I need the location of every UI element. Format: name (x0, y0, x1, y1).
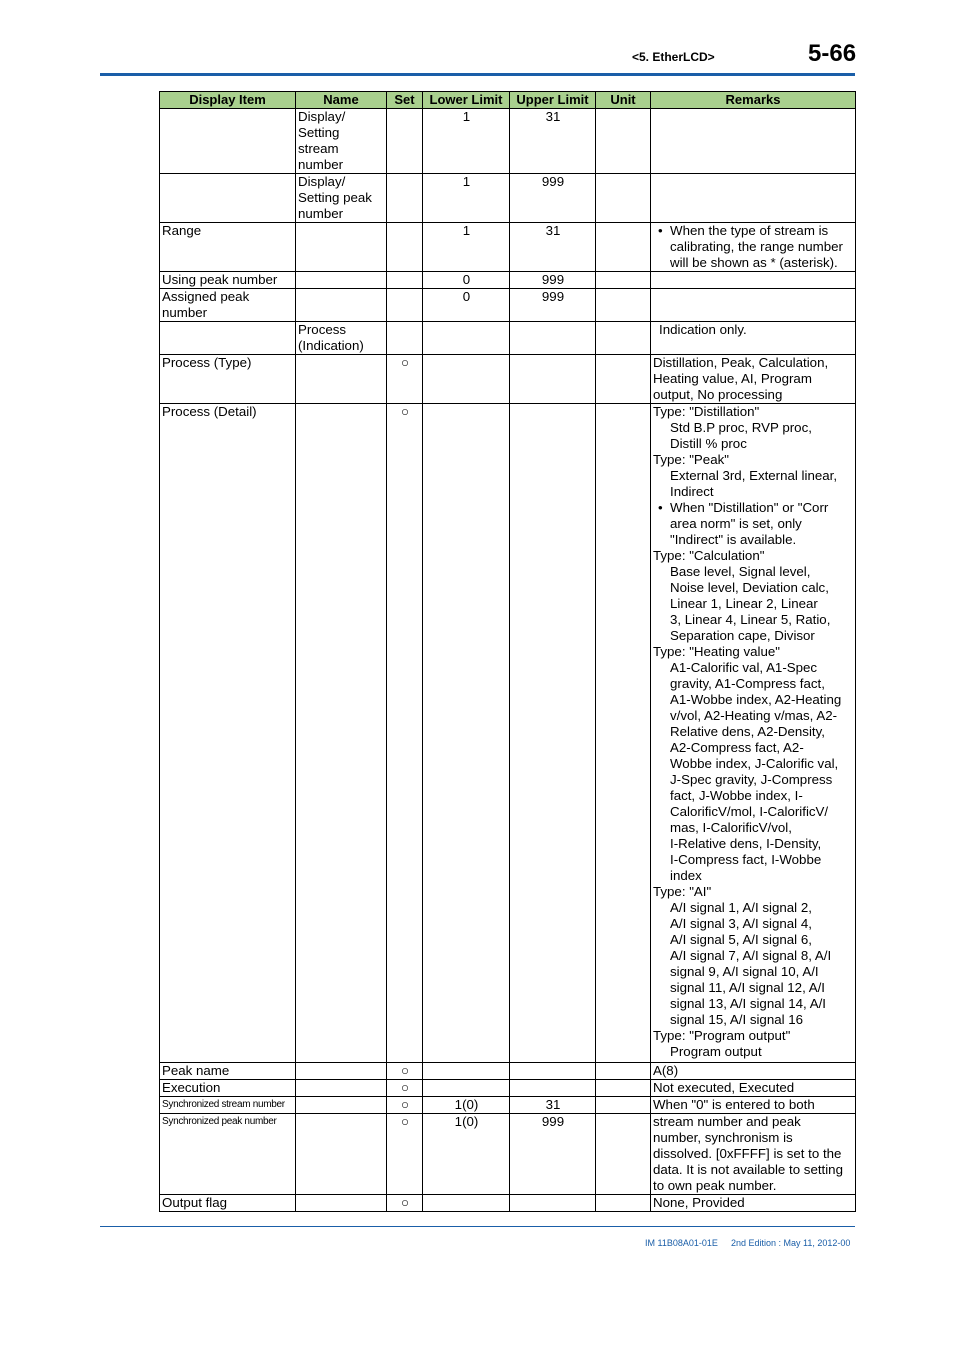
display-item-cell: Assigned peak number (160, 289, 296, 322)
name-cell (296, 1063, 387, 1080)
display-item-cell: Peak name (160, 1063, 296, 1080)
lower-limit-cell (423, 1080, 510, 1097)
unit-cell (596, 109, 651, 174)
display-item-cell (160, 174, 296, 223)
set-cell: ○ (387, 1063, 423, 1080)
lower-limit-cell: 1 (423, 174, 510, 223)
upper-limit-cell: 999 (510, 1114, 596, 1195)
table-row (160, 1080, 856, 1097)
table-row (160, 322, 856, 355)
remark-line: Not executed, Executed (653, 1080, 795, 1095)
name-cell (296, 223, 387, 272)
lower-limit-cell (423, 1063, 510, 1080)
lower-limit-cell (423, 322, 510, 355)
lower-limit-cell: 0 (423, 272, 510, 289)
remarks-cell (651, 289, 856, 322)
name-cell (296, 1080, 387, 1097)
column-header-display-item: Display Item (160, 92, 296, 109)
unit-cell (596, 322, 651, 355)
set-cell (387, 223, 423, 272)
table-body (160, 109, 856, 1212)
column-header-upper-limit: Upper Limit (510, 92, 596, 109)
table-row (160, 109, 856, 174)
remark-line: Type: "AI" (653, 884, 712, 899)
remark-line: Type: "Program output" (653, 1028, 791, 1043)
column-header-lower-limit: Lower Limit (423, 92, 510, 109)
name-cell: Display/ Setting peak number (296, 174, 387, 223)
remarks-cell (651, 272, 856, 289)
table-row (160, 272, 856, 289)
set-cell: ○ (387, 404, 423, 1063)
unit-cell (596, 1080, 651, 1097)
set-cell: ○ (387, 1195, 423, 1212)
remark-line: Base level, Signal level, Noise level, Deviation calc, Linear 1, Linear 2, Linear 3, Linear 4, Linear 5, Ratio, Separation cape, Divisor (670, 564, 831, 643)
set-cell: ○ (387, 1114, 423, 1195)
remark-line: Type: "Heating value" (653, 644, 780, 659)
remark-line: A/I signal 1, A/I signal 2, A/I signal 3, A/I signal 4, A/I signal 5, A/I signal 6, A/I signal 7, A/I signal 8, A/I signal 9, A/I signal 10, A/I signal 11, A/I signal 12, A/I signal 13, A/I signal 14, A/I signal 15, A/I signal 16 (670, 900, 832, 1027)
remark-line: stream number and peak number, synchronism is dissolved. [0xFFFF] is set to the data. It is not available to setting to own peak number. (653, 1114, 843, 1193)
remarks-cell (651, 1097, 856, 1114)
page-number: 5-66 (808, 40, 857, 67)
unit-cell (596, 355, 651, 404)
display-item-cell: Process (Detail) (160, 404, 296, 1063)
unit-cell (596, 272, 651, 289)
remarks-cell (651, 1080, 856, 1097)
display-item-cell: Synchronized peak number (160, 1114, 296, 1195)
remarks-cell (651, 109, 856, 174)
header-divider (100, 73, 855, 76)
set-cell: ○ (387, 1080, 423, 1097)
remark-line: When "0" is entered to both (653, 1097, 815, 1112)
remark-line: External 3rd, External linear, Indirect (670, 468, 838, 499)
set-cell: ○ (387, 1097, 423, 1114)
set-cell (387, 174, 423, 223)
display-item-cell: Range (160, 223, 296, 272)
remarks-cell (651, 174, 856, 223)
display-item-cell: Using peak number (160, 272, 296, 289)
remark-line: A(8) (653, 1063, 679, 1078)
table-row (160, 404, 856, 1063)
remark-line: Indication only. (659, 322, 747, 337)
unit-cell (596, 404, 651, 1063)
name-cell (296, 1114, 387, 1195)
remark-line: Distillation, Peak, Calculation, Heating value, AI, Program output, No processing (653, 355, 829, 402)
upper-limit-cell (510, 1063, 596, 1080)
table-row (160, 1195, 856, 1212)
upper-limit-cell: 999 (510, 289, 596, 322)
table-row (160, 1114, 856, 1195)
unit-cell (596, 223, 651, 272)
remark-line: • When the type of stream is calibrating, the range number will be shown as * (asterisk). (658, 223, 843, 270)
name-cell (296, 1195, 387, 1212)
display-item-cell: Process (Type) (160, 355, 296, 404)
upper-limit-cell (510, 355, 596, 404)
remark-line: Program output (670, 1044, 762, 1059)
upper-limit-cell (510, 322, 596, 355)
display-item-cell (160, 322, 296, 355)
remarks-cell (651, 1063, 856, 1080)
document-number: IM 11B08A01-01E (645, 1238, 718, 1248)
remarks-cell (651, 355, 856, 404)
lower-limit-cell: 1 (423, 223, 510, 272)
upper-limit-cell (510, 1195, 596, 1212)
name-cell: Display/ Setting stream number (296, 109, 387, 174)
upper-limit-cell: 31 (510, 1097, 596, 1114)
remark-line: Std B.P proc, RVP proc, Distill % proc (670, 420, 812, 451)
remark-line: A1-Calorific val, A1-Spec gravity, A1-Compress fact, A1-Wobbe index, A2-Heating v/vol, A2-Heating v/mas, A2- Relative dens, A2-Density, A2-Compress fact, A2- Wobbe index, J-Calorific val, J-Spec gravity, J-Compress fact, J-Wobbe index, I- CalorificV/mol, I-CalorificV/ mas, I-CalorificV/vol, I-Relative dens, I-Density, I-Compress fact, I-Wobbe index (670, 660, 842, 883)
display-item-cell: Execution (160, 1080, 296, 1097)
lower-limit-cell: 0 (423, 289, 510, 322)
unit-cell (596, 289, 651, 322)
table-row (160, 174, 856, 223)
lower-limit-cell: 1(0) (423, 1114, 510, 1195)
name-cell: Process (Indication) (296, 322, 387, 355)
name-cell (296, 272, 387, 289)
remark-line: None, Provided (653, 1195, 745, 1210)
name-cell (296, 355, 387, 404)
footer-divider (100, 1226, 855, 1227)
lower-limit-cell: 1 (423, 109, 510, 174)
unit-cell (596, 1195, 651, 1212)
edition-date: 2nd Edition : May 11, 2012-00 (731, 1238, 851, 1248)
upper-limit-cell: 31 (510, 109, 596, 174)
remarks-cell (651, 404, 856, 1063)
remarks-cell (651, 1114, 856, 1195)
name-cell (296, 404, 387, 1063)
column-header-remarks: Remarks (651, 92, 856, 109)
table-header-row (160, 92, 856, 109)
upper-limit-cell (510, 1080, 596, 1097)
column-header-name: Name (296, 92, 387, 109)
set-cell: ○ (387, 355, 423, 404)
parameter-table (159, 91, 856, 1212)
lower-limit-cell: 1(0) (423, 1097, 510, 1114)
table-row (160, 1097, 856, 1114)
set-cell (387, 272, 423, 289)
set-cell (387, 322, 423, 355)
remark-line: • When "Distillation" or "Corr area norm" is set, only "Indirect" is available. (658, 500, 829, 547)
remarks-cell (651, 223, 856, 272)
remarks-cell (651, 1195, 856, 1212)
lower-limit-cell (423, 1195, 510, 1212)
table-row (160, 289, 856, 322)
lower-limit-cell (423, 355, 510, 404)
column-header-set: Set (387, 92, 423, 109)
display-item-cell: Synchronized stream number (160, 1097, 296, 1114)
unit-cell (596, 174, 651, 223)
set-cell (387, 289, 423, 322)
remark-line: Type: "Peak" (653, 452, 729, 467)
table-row (160, 223, 856, 272)
unit-cell (596, 1063, 651, 1080)
unit-cell (596, 1114, 651, 1195)
upper-limit-cell (510, 404, 596, 1063)
remark-line: Type: "Distillation" (653, 404, 760, 419)
section-title: <5. EtherLCD> (632, 50, 715, 64)
name-cell (296, 1097, 387, 1114)
table-row (160, 1063, 856, 1080)
upper-limit-cell: 999 (510, 272, 596, 289)
upper-limit-cell: 999 (510, 174, 596, 223)
display-item-cell (160, 109, 296, 174)
upper-limit-cell: 31 (510, 223, 596, 272)
unit-cell (596, 1097, 651, 1114)
name-cell (296, 289, 387, 322)
remark-line: Type: "Calculation" (653, 548, 765, 563)
lower-limit-cell (423, 404, 510, 1063)
remarks-cell (651, 322, 856, 355)
table-row (160, 355, 856, 404)
set-cell (387, 109, 423, 174)
column-header-unit: Unit (596, 92, 651, 109)
display-item-cell: Output flag (160, 1195, 296, 1212)
